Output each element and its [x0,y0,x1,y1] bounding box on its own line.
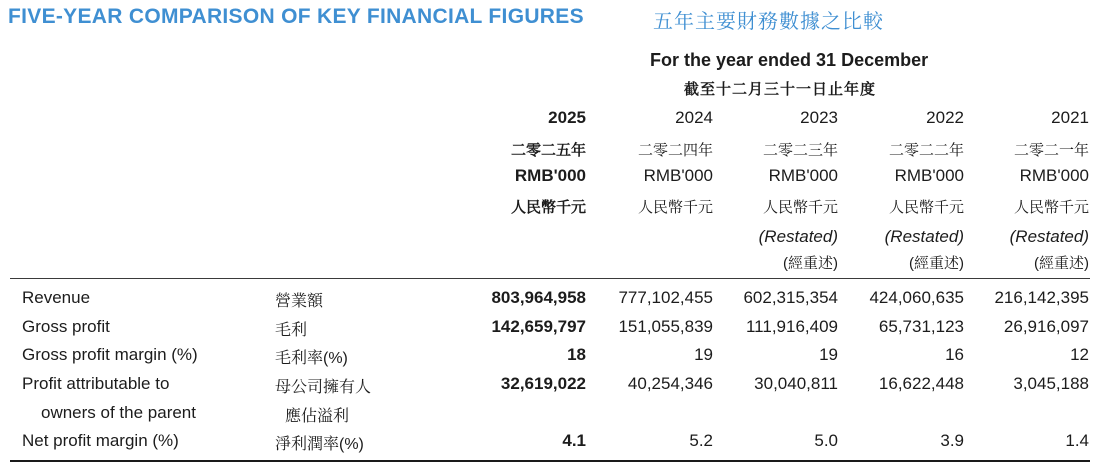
table-cell: 19 [694,345,713,364]
table-cell: 111,916,409 [745,317,838,336]
column-currency-chinese: 人民幣千元 [888,199,964,216]
restated-note: (Restated) [758,227,838,246]
column-currency-chinese: 人民幣千元 [637,199,713,216]
table-cell: 1.4 [1065,431,1089,450]
row-label-chinese: 營業額 [275,293,324,310]
row-label: Gross profit margin (%) [22,345,198,364]
column-year-chinese: 二零二五年 [510,142,586,159]
table-cell: 19 [819,345,838,364]
table-cell: 16,622,448 [878,374,964,393]
row-label-chinese: 淨利潤率(%) [275,436,364,453]
column-year: 2022 [926,108,964,127]
table-cell: 18 [567,345,586,364]
table-cell: 65,731,123 [878,317,964,336]
period-heading-chinese: 截至十二月三十一日止年度 [684,81,877,98]
table-bottom-rule [10,460,1090,462]
table-cell: 40,254,346 [627,374,713,393]
column-currency: RMB'000 [514,166,586,185]
column-currency-chinese: 人民幣千元 [510,199,586,216]
report-title-chinese: 五年主要財務數據之比較 [653,11,884,33]
restated-note-chinese: (經重述) [783,255,838,272]
row-label: Profit attributable to [22,374,170,393]
column-year: 2025 [548,108,586,127]
table-cell: 424,060,635 [869,288,964,307]
row-label-chinese-continued: 應佔溢利 [285,408,350,425]
row-label: Gross profit [22,317,110,336]
restated-note: (Restated) [884,227,964,246]
column-year-chinese: 二零二三年 [762,142,838,159]
column-currency: RMB'000 [643,166,713,185]
column-year-chinese: 二零二二年 [888,142,964,159]
restated-note-chinese: (經重述) [1034,255,1089,272]
column-currency-chinese: 人民幣千元 [762,199,838,216]
column-year-chinese: 二零二四年 [637,142,713,159]
row-label-chinese: 毛利 [275,322,308,339]
table-cell: 4.1 [562,431,586,450]
column-currency-chinese: 人民幣千元 [1013,199,1089,216]
table-cell: 26,916,097 [1003,317,1089,336]
table-cell: 16 [945,345,964,364]
report-title: FIVE-YEAR COMPARISON OF KEY FINANCIAL FIGURES [8,5,584,28]
table-cell: 5.2 [689,431,713,450]
period-heading: For the year ended 31 December [650,50,929,70]
table-top-rule [10,278,1090,279]
table-cell: 216,142,395 [994,288,1089,307]
row-label-chinese: 母公司擁有人 [275,379,372,396]
row-label-chinese: 毛利率(%) [275,350,348,367]
column-currency: RMB'000 [768,166,838,185]
column-year: 2021 [1051,108,1089,127]
table-cell: 3.9 [940,431,964,450]
row-label-continued: owners of the parent [41,403,196,422]
table-cell: 142,659,797 [491,317,586,336]
table-cell: 602,315,354 [743,288,838,307]
table-cell: 3,045,188 [1013,374,1089,393]
restated-note-chinese: (經重述) [909,255,964,272]
table-cell: 151,055,839 [618,317,713,336]
row-label: Net profit margin (%) [22,431,179,450]
table-cell: 30,040,811 [754,374,838,393]
table-cell: 32,619,022 [500,374,586,393]
row-label: Revenue [22,288,91,307]
table-cell: 803,964,958 [491,288,586,307]
column-currency: RMB'000 [1019,166,1089,185]
table-cell: 12 [1070,345,1089,364]
column-year: 2023 [800,108,838,127]
column-year: 2024 [675,108,713,127]
table-cell: 5.0 [814,431,838,450]
table-cell: 777,102,455 [618,288,713,307]
column-currency: RMB'000 [894,166,964,185]
restated-note: (Restated) [1009,227,1089,246]
column-year-chinese: 二零二一年 [1013,142,1089,159]
